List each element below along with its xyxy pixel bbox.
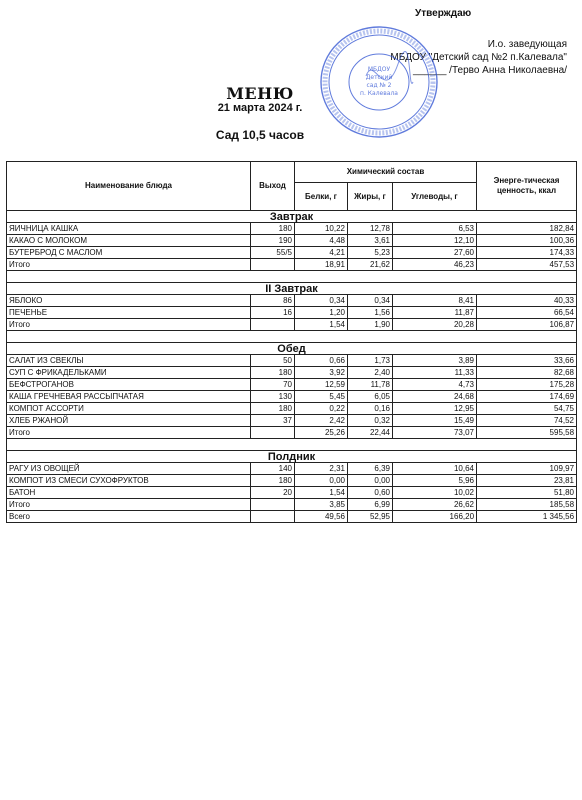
value-cell: 26,62 — [393, 499, 477, 511]
value-cell: 180 — [251, 475, 295, 487]
dish-row — [7, 415, 577, 427]
value-cell: 1,54 — [295, 487, 348, 499]
header-carbs: Углеводы, г — [393, 183, 477, 211]
value-cell — [251, 319, 295, 331]
section-header — [7, 211, 577, 223]
value-cell: 55/5 — [251, 247, 295, 259]
value-cell — [251, 259, 295, 271]
value-cell: 86 — [251, 295, 295, 307]
stamp-text-3: сад № 2 — [366, 82, 392, 89]
value-cell: 3,92 — [295, 367, 348, 379]
menu-table — [6, 161, 577, 523]
value-cell: 66,54 — [477, 307, 577, 319]
value-cell: 6,53 — [393, 223, 477, 235]
value-cell: 2,40 — [348, 367, 393, 379]
value-cell: 54,75 — [477, 403, 577, 415]
value-cell — [251, 499, 295, 511]
grand-total-row — [7, 511, 577, 523]
section-header — [7, 343, 577, 355]
dish-name-cell: РАГУ ИЗ ОВОЩЕЙ — [7, 463, 251, 475]
dish-name-cell: САЛАТ ИЗ СВЕКЛЫ — [7, 355, 251, 367]
menu-group: Сад 10,5 часов — [215, 128, 305, 142]
dish-name-cell: Итого — [7, 427, 251, 439]
section-title: Завтрак — [7, 211, 577, 223]
value-cell: 100,36 — [477, 235, 577, 247]
section-spacer — [7, 439, 577, 451]
value-cell: 8,41 — [393, 295, 477, 307]
value-cell: 140 — [251, 463, 295, 475]
dish-row — [7, 463, 577, 475]
value-cell: 20 — [251, 487, 295, 499]
value-cell: 10,22 — [295, 223, 348, 235]
value-cell: 457,53 — [477, 259, 577, 271]
approval-signature-line: ______ /Терво Анна Николаевна/ — [413, 65, 567, 76]
value-cell: 11,78 — [348, 379, 393, 391]
dish-row — [7, 403, 577, 415]
dish-name-cell: БАТОН — [7, 487, 251, 499]
value-cell: 12,95 — [393, 403, 477, 415]
value-cell: 15,49 — [393, 415, 477, 427]
dish-row — [7, 307, 577, 319]
value-cell: 50 — [251, 355, 295, 367]
header-chem: Химический состав — [295, 162, 477, 183]
value-cell: 166,20 — [393, 511, 477, 523]
value-cell: 4,48 — [295, 235, 348, 247]
value-cell: 22,44 — [348, 427, 393, 439]
total-row — [7, 259, 577, 271]
section-spacer — [7, 271, 577, 283]
dish-name-cell: КАКАО С МОЛОКОМ — [7, 235, 251, 247]
dish-name-cell: БЕФСТРОГАНОВ — [7, 379, 251, 391]
total-row — [7, 319, 577, 331]
value-cell: 0,22 — [295, 403, 348, 415]
total-row — [7, 499, 577, 511]
value-cell — [251, 427, 295, 439]
page-title: МЕНЮ — [226, 84, 294, 103]
value-cell: 12,59 — [295, 379, 348, 391]
value-cell: 6,05 — [348, 391, 393, 403]
value-cell: 1,90 — [348, 319, 393, 331]
dish-name-cell: ЯИЧНИЦА КАШКА — [7, 223, 251, 235]
section-spacer — [7, 331, 577, 343]
dish-name-cell: ПЕЧЕНЬЕ — [7, 307, 251, 319]
value-cell: 11,87 — [393, 307, 477, 319]
dish-row — [7, 235, 577, 247]
menu-body — [7, 211, 577, 523]
value-cell: 0,32 — [348, 415, 393, 427]
value-cell: 1,54 — [295, 319, 348, 331]
approval-title: Утверждаю — [415, 8, 472, 19]
value-cell: 180 — [251, 403, 295, 415]
value-cell: 175,28 — [477, 379, 577, 391]
value-cell: 185,58 — [477, 499, 577, 511]
value-cell: 70 — [251, 379, 295, 391]
value-cell: 5,45 — [295, 391, 348, 403]
dish-name-cell: СУП С ФРИКАДЕЛЬКАМИ — [7, 367, 251, 379]
value-cell: 1,73 — [348, 355, 393, 367]
value-cell: 10,64 — [393, 463, 477, 475]
dish-name-cell: КАША ГРЕЧНЕВАЯ РАССЫПЧАТАЯ — [7, 391, 251, 403]
value-cell: 27,60 — [393, 247, 477, 259]
section-title: II Завтрак — [7, 283, 577, 295]
value-cell: 182,84 — [477, 223, 577, 235]
value-cell: 18,91 — [295, 259, 348, 271]
stamp-text-1: МБДОУ — [367, 66, 391, 73]
section-title: Обед — [7, 343, 577, 355]
dish-row — [7, 487, 577, 499]
dish-name-cell: Итого — [7, 259, 251, 271]
value-cell: 190 — [251, 235, 295, 247]
value-cell: 3,89 — [393, 355, 477, 367]
value-cell: 0,66 — [295, 355, 348, 367]
value-cell: 4,73 — [393, 379, 477, 391]
value-cell: 51,80 — [477, 487, 577, 499]
value-cell: 180 — [251, 367, 295, 379]
value-cell: 11,33 — [393, 367, 477, 379]
value-cell: 23,81 — [477, 475, 577, 487]
value-cell: 5,96 — [393, 475, 477, 487]
header-proteins: Белки, г — [295, 183, 348, 211]
value-cell: 595,58 — [477, 427, 577, 439]
header-energy: Энерге-тическая ценность, ккал — [477, 162, 577, 211]
section-header — [7, 451, 577, 463]
header-fats: Жиры, г — [348, 183, 393, 211]
value-cell: 3,61 — [348, 235, 393, 247]
dish-row — [7, 475, 577, 487]
value-cell: 49,56 — [295, 511, 348, 523]
value-cell: 82,68 — [477, 367, 577, 379]
dish-name-cell: Итого — [7, 319, 251, 331]
stamp-text-2: Детский — [365, 74, 393, 81]
stamp-text-4: п. Калевала — [360, 90, 398, 97]
value-cell: 16 — [251, 307, 295, 319]
value-cell: 21,62 — [348, 259, 393, 271]
total-row — [7, 427, 577, 439]
value-cell: 25,26 — [295, 427, 348, 439]
dish-name-cell: Итого — [7, 499, 251, 511]
official-stamp — [318, 24, 440, 140]
value-cell: 20,28 — [393, 319, 477, 331]
dish-name-cell: ХЛЕБ РЖАНОЙ — [7, 415, 251, 427]
value-cell: 0,34 — [348, 295, 393, 307]
value-cell: 6,39 — [348, 463, 393, 475]
header-name: Наименование блюда — [7, 162, 251, 211]
value-cell: 130 — [251, 391, 295, 403]
dish-row — [7, 367, 577, 379]
value-cell: 73,07 — [393, 427, 477, 439]
dish-row — [7, 355, 577, 367]
value-cell: 2,31 — [295, 463, 348, 475]
dish-row — [7, 295, 577, 307]
value-cell: 174,69 — [477, 391, 577, 403]
dish-row — [7, 247, 577, 259]
value-cell: 106,87 — [477, 319, 577, 331]
section-header — [7, 283, 577, 295]
value-cell: 0,60 — [348, 487, 393, 499]
dish-name-cell: БУТЕРБРОД С МАСЛОМ — [7, 247, 251, 259]
approval-position: И.о. заведующая — [487, 39, 567, 50]
dish-row — [7, 391, 577, 403]
value-cell: 40,33 — [477, 295, 577, 307]
value-cell: 12,10 — [393, 235, 477, 247]
dish-row — [7, 379, 577, 391]
value-cell: 0,16 — [348, 403, 393, 415]
value-cell: 10,02 — [393, 487, 477, 499]
value-cell: 52,95 — [348, 511, 393, 523]
dish-row — [7, 223, 577, 235]
value-cell — [251, 511, 295, 523]
dish-name-cell: КОМПОТ ИЗ СМЕСИ СУХОФРУКТОВ — [7, 475, 251, 487]
value-cell: 46,23 — [393, 259, 477, 271]
value-cell: 2,42 — [295, 415, 348, 427]
value-cell: 1,20 — [295, 307, 348, 319]
dish-name-cell: ЯБЛОКО — [7, 295, 251, 307]
value-cell: 180 — [251, 223, 295, 235]
value-cell: 0,34 — [295, 295, 348, 307]
dish-name-cell: КОМПОТ АССОРТИ — [7, 403, 251, 415]
value-cell: 12,78 — [348, 223, 393, 235]
value-cell: 37 — [251, 415, 295, 427]
header-output: Выход — [251, 162, 295, 211]
value-cell: 6,99 — [348, 499, 393, 511]
value-cell: 109,97 — [477, 463, 577, 475]
value-cell: 5,23 — [348, 247, 393, 259]
value-cell: 0,00 — [348, 475, 393, 487]
value-cell: 1,56 — [348, 307, 393, 319]
value-cell: 3,85 — [295, 499, 348, 511]
menu-date: 21 марта 2024 г. — [217, 102, 303, 114]
dish-name-cell: Всего — [7, 511, 251, 523]
approval-organization: МБДОУ "Детский сад №2 п.Калевала" — [390, 52, 567, 63]
value-cell: 24,68 — [393, 391, 477, 403]
value-cell: 174,33 — [477, 247, 577, 259]
value-cell: 1 345,56 — [477, 511, 577, 523]
value-cell: 74,52 — [477, 415, 577, 427]
value-cell: 33,66 — [477, 355, 577, 367]
value-cell: 0,00 — [295, 475, 348, 487]
value-cell: 4,21 — [295, 247, 348, 259]
section-title: Полдник — [7, 451, 577, 463]
